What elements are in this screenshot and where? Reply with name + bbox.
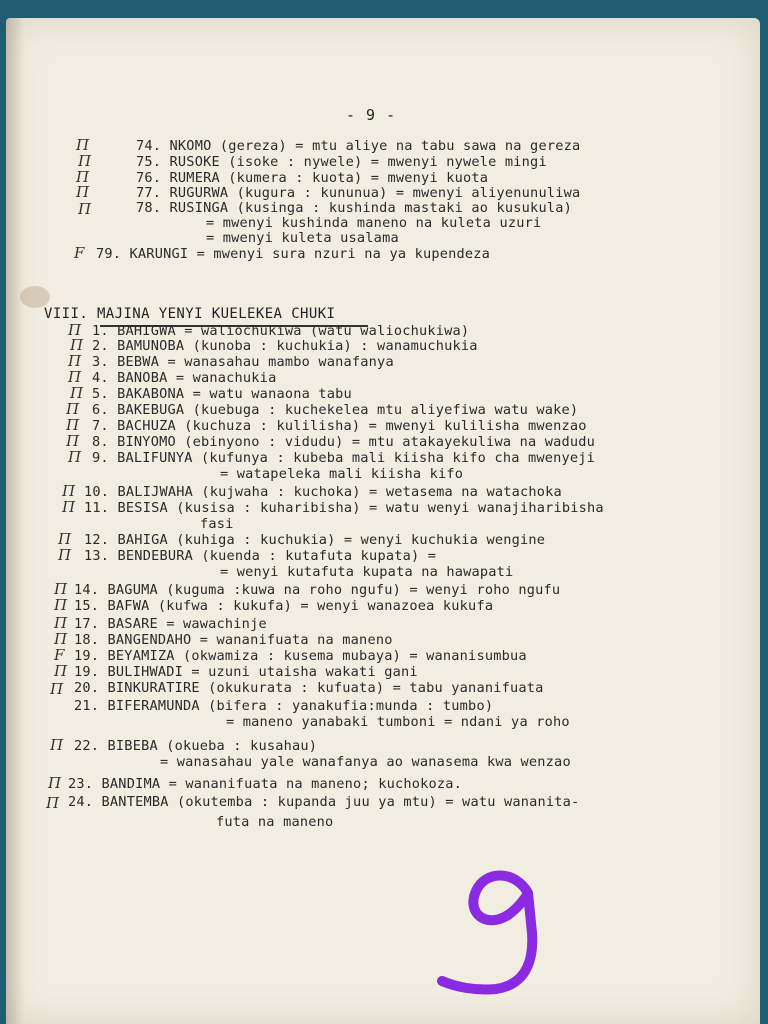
margin-mark: Π <box>58 530 72 548</box>
margin-mark: Π <box>78 200 92 218</box>
entry-line: 7. BACHUZA (kuchuza : kulilisha) = mwenyi kulilisha mwenzao <box>92 418 587 434</box>
entry-line: 19. BULIHWADI = uzuni utaisha wakati gani <box>74 664 418 680</box>
entry-continuation: fasi <box>200 516 234 532</box>
handwritten-nine <box>436 863 556 1003</box>
entry-line: 75. RUSOKE (isoke : nywele) = mwenyi nywele mingi <box>136 154 547 170</box>
entry-line: 14. BAGUMA (kuguma :kuwa na roho ngufu) = wenyi roho ngufu <box>74 582 561 598</box>
margin-mark: Π <box>68 368 82 386</box>
entry-line: 24. BANTEMBA (okutemba : kupanda juu ya mtu) = watu wananita- <box>68 794 580 810</box>
margin-mark: Π <box>78 152 92 170</box>
page-spine-shadow <box>6 18 24 1024</box>
entry-line: 20. BINKURATIRE (okukurata : kufuata) = tabu yananifuata <box>74 680 544 696</box>
margin-mark: Π <box>54 614 68 632</box>
margin-mark: Π <box>54 596 68 614</box>
entry-continuation: = mwenyi kushinda maneno na kuleta uzuri <box>206 215 542 231</box>
margin-mark: Π <box>54 580 68 598</box>
margin-mark: Π <box>76 168 90 186</box>
document-page <box>6 18 760 1024</box>
entry-line: 15. BAFWA (kufwa : kukufa) = wenyi wanazoea kukufa <box>74 598 494 614</box>
margin-mark: Π <box>58 546 72 564</box>
margin-mark: F <box>54 646 65 664</box>
entry-continuation: = maneno yanabaki tumboni = ndani ya roho <box>226 714 570 730</box>
entry-line: 6. BAKEBUGA (kuebuga : kuchekelea mtu aliyefiwa watu wake) <box>92 402 579 418</box>
entry-continuation: = wanasahau yale wanafanya ao wanasema kwa wenzao <box>160 754 571 770</box>
margin-mark: Π <box>54 630 68 648</box>
margin-mark: Π <box>76 183 90 201</box>
margin-mark: Π <box>46 794 60 812</box>
entry-line: 23. BANDIMA = wananifuata na maneno; kuchokoza. <box>68 776 463 792</box>
paper-stain <box>20 286 50 308</box>
entry-line: 13. BENDEBURA (kuenda : kutafuta kupata) = <box>84 548 437 564</box>
entry-line: 3. BEBWA = wanasahau mambo wanafanya <box>92 354 394 370</box>
entry-continuation: = wenyi kutafuta kupata na hawapati <box>220 564 514 580</box>
entry-line: 21. BIFERAMUNDA (bifera : yanakufia:munda : tumbo) <box>74 698 494 714</box>
entry-line: 10. BALIJWAHA (kujwaha : kuchoka) = wetasema na watachoka <box>84 484 562 500</box>
entry-line: 77. RUGURWA (kugura : kununua) = mwenyi aliyenunuliwa <box>136 185 581 201</box>
entry-line: 2. BAMUNOBA (kunoba : kuchukia) : wanamuchukia <box>92 338 478 354</box>
margin-mark: Π <box>54 662 68 680</box>
entry-line: 74. NKOMO (gereza) = mtu aliye na tabu sawa na gereza <box>136 138 581 154</box>
margin-mark: Π <box>48 774 62 792</box>
entry-line: 5. BAKABONA = watu wanaona tabu <box>92 386 352 402</box>
margin-mark: Π <box>66 400 80 418</box>
margin-mark: Π <box>68 321 82 339</box>
margin-mark: Π <box>68 448 82 466</box>
margin-mark: Π <box>50 736 64 754</box>
entry-continuation: = watapeleka mali kiisha kifo <box>220 466 464 482</box>
section-heading: VIII. MAJINA YENYI KUELEKEA CHUKI <box>44 306 336 322</box>
entry-line: 17. BASARE = wawachinje <box>74 616 267 632</box>
entry-continuation: futa na maneno <box>216 814 334 830</box>
margin-mark: Π <box>62 498 76 516</box>
entry-line: 22. BIBEBA (okueba : kusahau) <box>74 738 318 754</box>
page-number: - 9 - <box>346 106 397 124</box>
entry-continuation: = mwenyi kuleta usalama <box>206 230 399 246</box>
entry-line: 76. RUMERA (kumera : kuota) = mwenyi kuota <box>136 170 489 186</box>
entry-line: 12. BAHIGA (kuhiga : kuchukia) = wenyi kuchukia wengine <box>84 532 546 548</box>
entry-line: 8. BINYOMO (ebinyono : vidudu) = mtu atakayekuliwa na wadudu <box>92 434 596 450</box>
margin-mark: F <box>74 244 85 262</box>
entry-line: 4. BANOBA = wanachukia <box>92 370 277 386</box>
margin-mark: Π <box>66 432 80 450</box>
entry-line: 1. BAHIGWA = waliochukiwa (watu waliochukiwa) <box>92 323 470 339</box>
entry-line: 79. KARUNGI = mwenyi sura nzuri na ya kupendeza <box>96 246 491 262</box>
entry-line: 78. RUSINGA (kusinga : kushinda mastaki ao kusukula) <box>136 200 572 216</box>
entry-line: 11. BESISA (kusisa : kuharibisha) = watu wenyi wanajiharibisha <box>84 500 604 516</box>
margin-mark: Π <box>66 416 80 434</box>
margin-mark: Π <box>62 482 76 500</box>
handwritten-nine-label: 9 <box>436 863 437 864</box>
entry-line: 18. BANGENDAHO = wananifuata na maneno <box>74 632 393 648</box>
entry-line: 19. BEYAMIZA (okwamiza : kusema mubaya) = wananisumbua <box>74 648 527 664</box>
entry-line: 9. BALIFUNYA (kufunya : kubeba mali kiisha kifo cha mwenyeji <box>92 450 596 466</box>
margin-mark: Π <box>68 352 82 370</box>
margin-mark: Π <box>50 680 64 698</box>
margin-mark: Π <box>70 336 84 354</box>
margin-mark: Π <box>70 384 84 402</box>
margin-mark: Π <box>76 136 90 154</box>
